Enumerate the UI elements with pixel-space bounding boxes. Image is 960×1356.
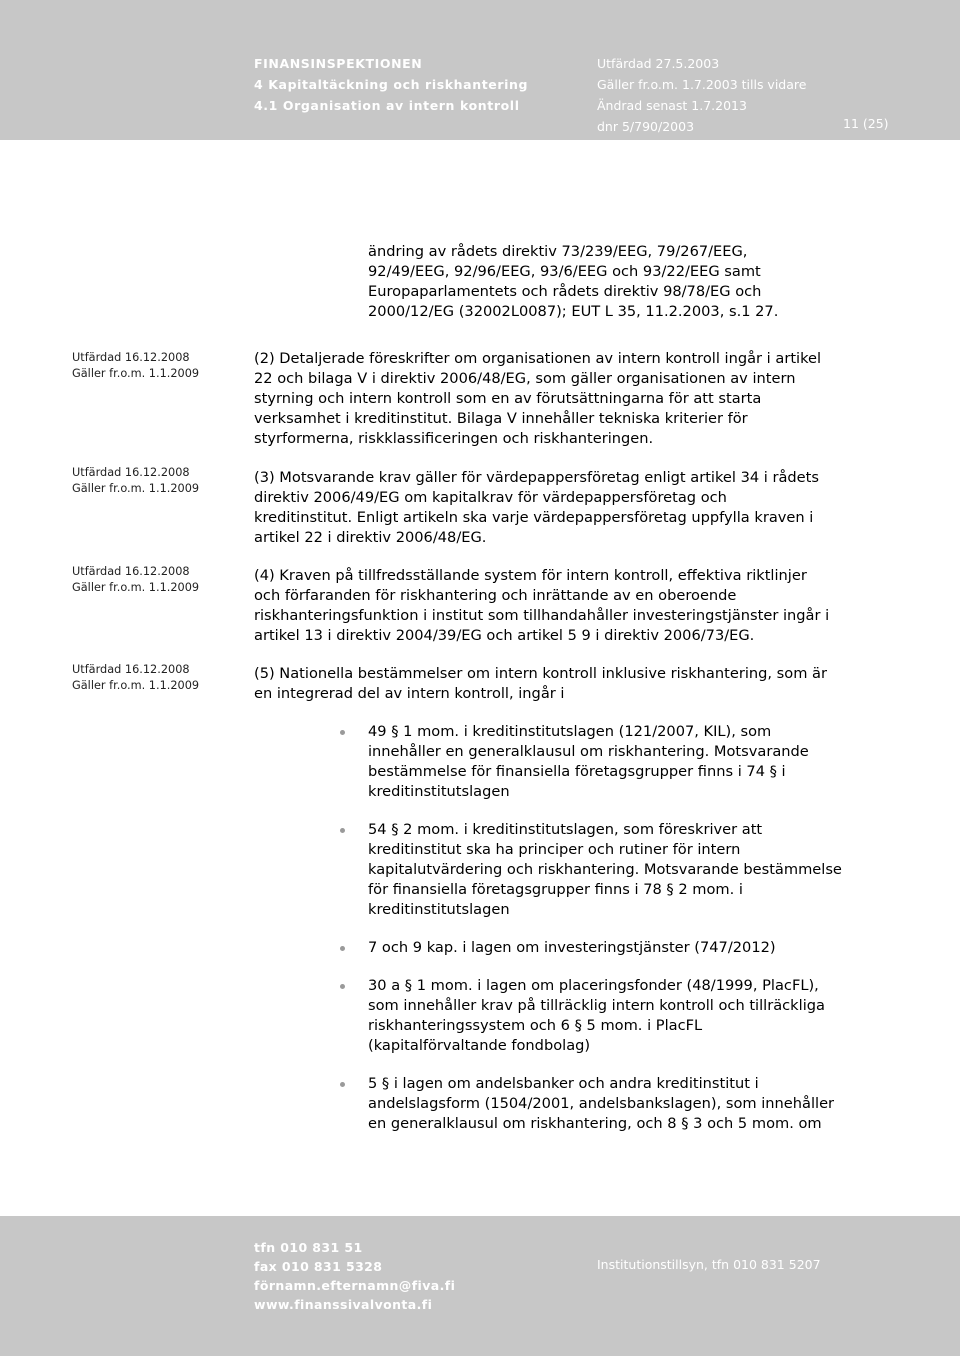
paragraph-3 — [254, 468, 894, 548]
header-amended: Ändrad senast 1.7.2013 — [597, 98, 747, 113]
margin-note-valid: Gäller fr.o.m. 1.1.2009 — [72, 367, 200, 380]
intro-line: Europaparlamentets och rådets direktiv 98/78/EG och — [368, 283, 762, 300]
list-item-line: 5 § i lagen om andelsbanker och andra kreditinstitut i — [368, 1075, 759, 1092]
paragraph-line: och förfaranden för riskhantering och inrättande av en oberoende — [254, 587, 737, 604]
list-item-line: (kapitalförvaltande fondbolag) — [368, 1037, 591, 1054]
list-item-line: som innehåller krav på tillräcklig intern kontroll och tillräckliga — [368, 997, 825, 1014]
paragraph-line: artikel 13 i direktiv 2004/39/EG och artikel 5 9 i direktiv 2006/73/EG. — [254, 627, 755, 644]
list-item — [338, 820, 898, 920]
list-item-line: kreditinstitutslagen — [368, 901, 510, 918]
margin-note-valid: Gäller fr.o.m. 1.1.2009 — [72, 482, 200, 495]
list-item-line: för finansiella företagsgrupper finns i 78 § 2 mom. i — [368, 881, 743, 898]
paragraph-line: direktiv 2006/49/EG om kapitalkrav för värdepappersföretag och — [254, 489, 727, 506]
list-item-line: riskhanteringssystem och 6 § 5 mom. i PlacFL — [368, 1017, 703, 1034]
page-footer — [0, 1216, 960, 1356]
list-item-line: 49 § 1 mom. i kreditinstitutslagen (121/2007, KIL), som — [368, 723, 772, 740]
margin-note-issued: Utfärdad 16.12.2008 — [72, 663, 190, 676]
list-item — [338, 722, 898, 802]
list-item-line: 30 a § 1 mom. i lagen om placeringsfonder (48/1999, PlacFL), — [368, 977, 819, 994]
intro-line: 2000/12/EG (32002L0087); EUT L 35, 11.2.2003, s.1 27. — [368, 303, 779, 320]
paragraph-line: kreditinstitut. Enligt artikeln ska varje värdepappersföretag uppfylla kraven i — [254, 509, 814, 526]
paragraph-line: en integrerad del av intern kontroll, ingår i — [254, 685, 565, 702]
header-right-block — [597, 53, 806, 137]
margin-note — [72, 564, 199, 596]
list-item — [338, 1074, 898, 1134]
paragraph-line: styrning och intern kontroll som en av förutsättningarna för att starta — [254, 390, 762, 407]
list-item-line: en generalklausul om riskhantering, och 8 § 3 och 5 mom. om — [368, 1115, 822, 1132]
bullet-icon — [340, 946, 345, 951]
intro-continuation — [368, 242, 888, 322]
list-item-line: kapitalutvärdering och riskhantering. Motsvarande bestämmelse — [368, 861, 842, 878]
header-section: 4.1 Organisation av intern kontroll — [254, 98, 520, 113]
footer-email-link[interactable]: förnamn.efternamn@fiva.fi — [254, 1278, 456, 1293]
page-header — [0, 0, 960, 140]
list-item-line: bestämmelse för finansiella företagsgrupper finns i 74 § i — [368, 763, 786, 780]
paragraph-line: artikel 22 i direktiv 2006/48/EG. — [254, 529, 487, 546]
paragraph-line: (3) Motsvarande krav gäller för värdepappersföretag enligt artikel 34 i rådets — [254, 469, 819, 486]
paragraph-line: (2) Detaljerade föreskrifter om organisationen av intern kontroll ingår i artikel — [254, 350, 822, 367]
bullet-icon — [340, 730, 345, 735]
margin-note-issued: Utfärdad 16.12.2008 — [72, 466, 190, 479]
header-dnr: dnr 5/790/2003 — [597, 119, 695, 134]
list-item — [338, 976, 898, 1056]
margin-note — [72, 465, 199, 497]
margin-note-valid: Gäller fr.o.m. 1.1.2009 — [72, 679, 200, 692]
header-left-block — [254, 53, 528, 116]
paragraph-line: styrformerna, riskklassificeringen och riskhanteringen. — [254, 430, 654, 447]
paragraph-line: verksamhet i kreditinstitut. Bilaga V innehåller tekniska kriterier för — [254, 410, 748, 427]
list-item-line: 7 och 9 kap. i lagen om investeringstjänster (747/2012) — [368, 939, 776, 956]
paragraph-4 — [254, 566, 894, 646]
margin-note — [72, 662, 199, 694]
margin-note-issued: Utfärdad 16.12.2008 — [72, 565, 190, 578]
intro-line: ändring av rådets direktiv 73/239/EEG, 79/267/EEG, — [368, 243, 748, 260]
paragraph-line: (5) Nationella bestämmelser om intern kontroll inklusive riskhantering, som är — [254, 665, 827, 682]
list-item-line: andelslagsform (1504/2001, andelsbankslagen), som innehåller — [368, 1095, 835, 1112]
paragraph-5 — [254, 664, 894, 704]
header-valid: Gäller fr.o.m. 1.7.2003 tills vidare — [597, 77, 807, 92]
footer-web-link[interactable]: www.finanssivalvonta.fi — [254, 1297, 433, 1312]
header-org: FINANSINSPEKTIONEN — [254, 56, 423, 71]
footer-fax: fax 010 831 5328 — [254, 1259, 383, 1274]
page-number: 11 (25) — [843, 116, 889, 131]
intro-line: 92/49/EEG, 92/96/EEG, 93/6/EEG och 93/22/EEG samt — [368, 263, 761, 280]
list-item-line: innehåller en generalklausul om riskhantering. Motsvarande — [368, 743, 809, 760]
bullet-icon — [340, 828, 345, 833]
bullet-icon — [340, 1082, 345, 1087]
footer-contact-block — [254, 1238, 455, 1314]
list-item-line: kreditinstitut ska ha principer och rutiner för intern — [368, 841, 741, 858]
footer-phone: tfn 010 831 51 — [254, 1240, 363, 1255]
list-item — [338, 938, 898, 958]
list-item-line: 54 § 2 mom. i kreditinstitutslagen, som föreskriver att — [368, 821, 763, 838]
footer-institution: Institutionstillsyn, tfn 010 831 5207 — [597, 1257, 821, 1272]
bullet-icon — [340, 984, 345, 989]
header-chapter: 4 Kapitaltäckning och riskhantering — [254, 77, 529, 92]
paragraph-line: riskhanteringsfunktion i institut som tillhandahåller investeringstjänster ingår i — [254, 607, 830, 624]
margin-note — [72, 350, 199, 382]
paragraph-2 — [254, 349, 894, 449]
legal-reference-list — [338, 722, 898, 1152]
margin-note-valid: Gäller fr.o.m. 1.1.2009 — [72, 581, 200, 594]
paragraph-line: (4) Kraven på tillfredsställande system för intern kontroll, effektiva riktlinjer — [254, 567, 807, 584]
header-issued: Utfärdad 27.5.2003 — [597, 56, 720, 71]
list-item-line: kreditinstitutslagen — [368, 783, 510, 800]
margin-note-issued: Utfärdad 16.12.2008 — [72, 351, 190, 364]
paragraph-line: 22 och bilaga V i direktiv 2006/48/EG, som gäller organisationen av intern — [254, 370, 796, 387]
